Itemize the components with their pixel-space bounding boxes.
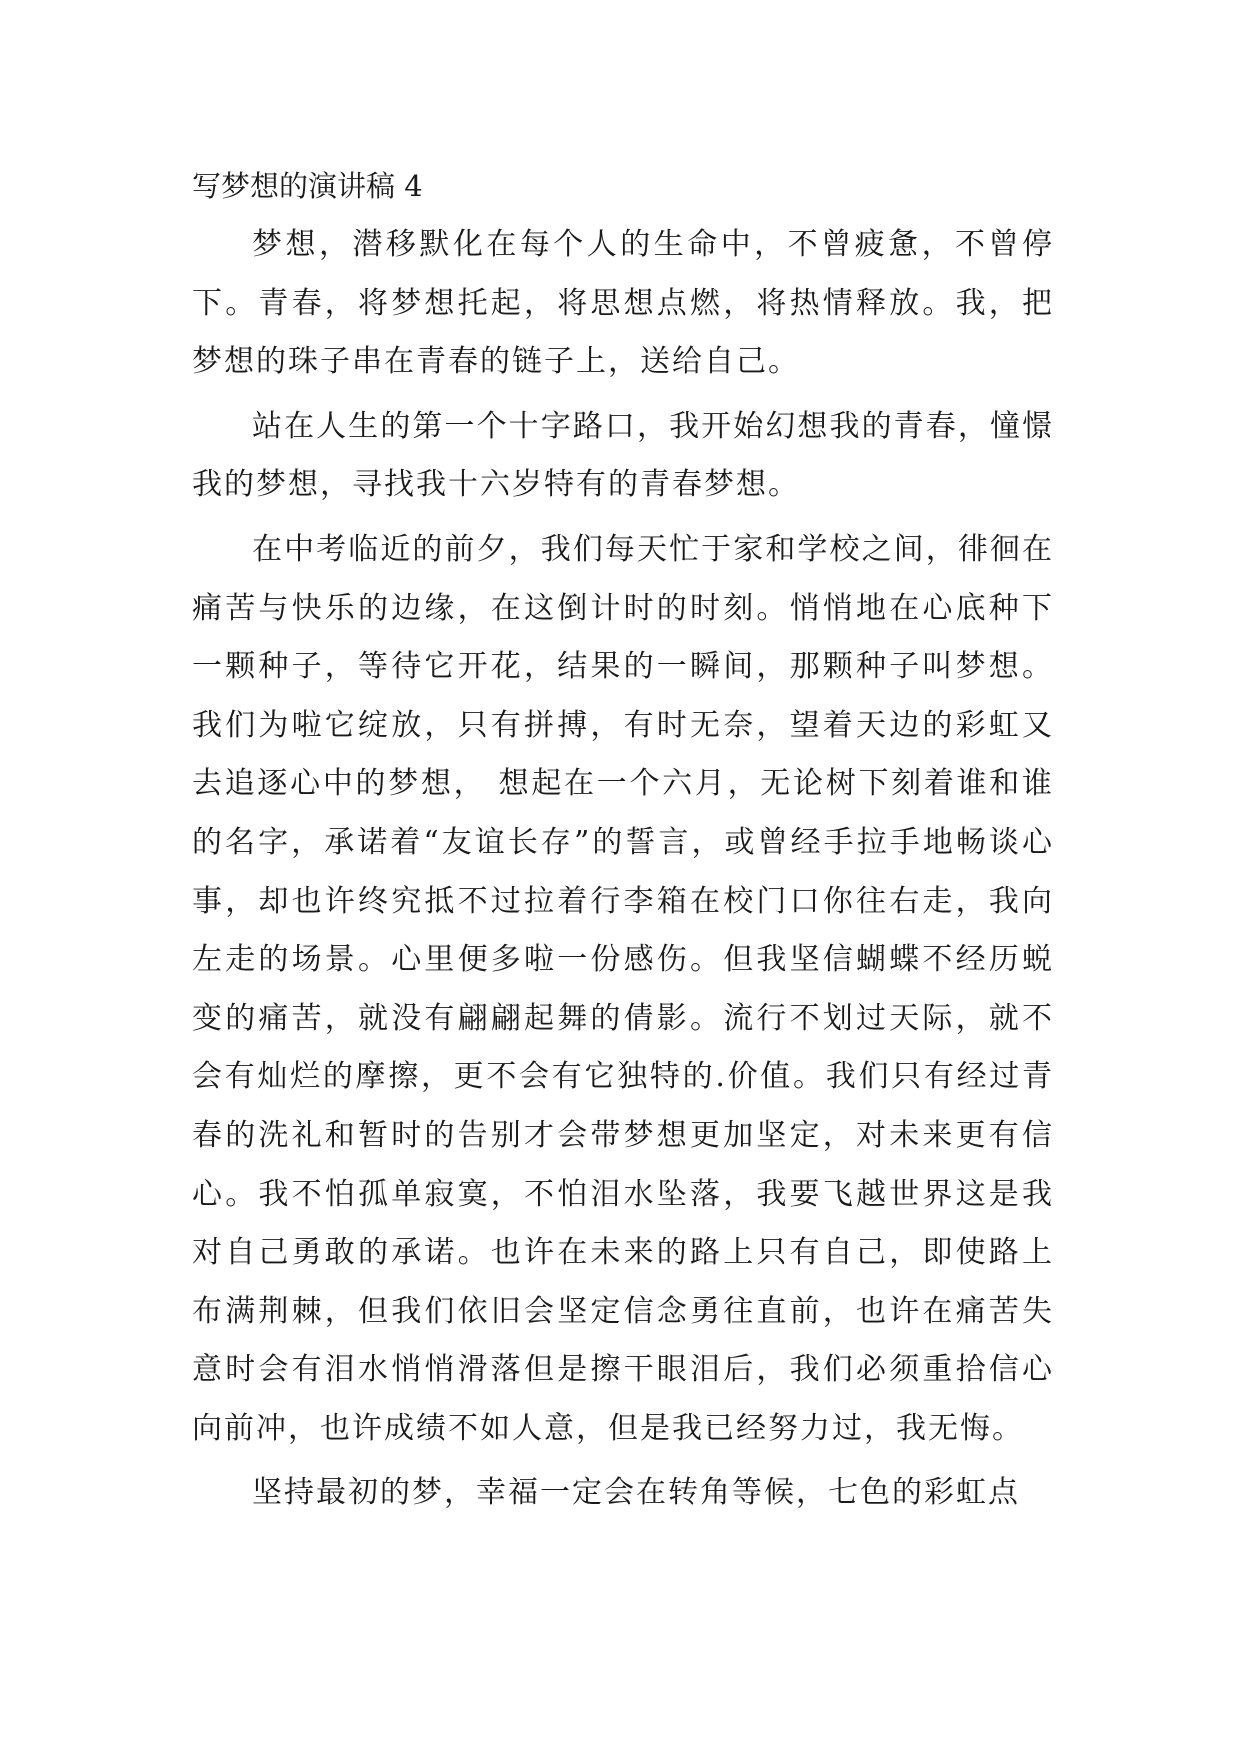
paragraph-4: 坚持最初的梦，幸福一定会在转角等候，七色的彩虹点 xyxy=(252,1475,1020,1511)
paragraph-2: 站在人生的第一个十字路口，我开始幻想我的青春，憧憬我的梦想，寻找我十六岁特有的青春梦想。 xyxy=(192,408,1054,503)
document-title: 写梦想的演讲稿 4 xyxy=(192,169,423,203)
document-body xyxy=(192,216,1054,1529)
paragraph-3: 在中考临近的前夕，我们每天忙于家和学校之间，徘徊在痛苦与快乐的边缘，在这倒计时的时刻。悄悄地在心底种下一颗种子，等待它开花，结果的一瞬间，那颗种子叫梦想。我们为啦它绽放，只有拼搏，有时无奈，望着天边的彩虹又去追逐心中的梦想， 想起在一个六月，无论树下刻着谁和谁的名字，承诺着“友谊长存”的誓言，或曾经手拉手地畅谈心事，却也许终究抵不过拉着行李箱在校门口你往右走，我向左走的场景。心里便多啦一份感伤。但我坚信蝴蝶不经历蜕变的痛苦，就没有翩翩起舞的倩影。流行不划过天际，就不会有灿烂的摩擦，更不会有它独特的.价值。我们只有经过青春的洗礼和暂时的告别才会带梦想更加坚定，对未来更有信心。我不怕孤单寂寞，不怕泪水坠落，我要飞越世界这是我对自己勇敢的承诺。也许在未来的路上只有自己，即使路上布满荆棘，但我们依旧会坚定信念勇往直前，也许在痛苦失意时会有泪水悄悄滑落但是擦干眼泪后，我们必须重拾信心向前冲，也许成绩不如人意，但是我已经努力过，我无悔。 xyxy=(192,531,1054,1446)
paragraph-1: 梦想，潜移默化在每个人的生命中，不曾疲惫，不曾停下。青春，将梦想托起，将思想点燃，将热情释放。我，把梦想的珠子串在青春的链子上，送给自己。 xyxy=(192,227,1054,380)
